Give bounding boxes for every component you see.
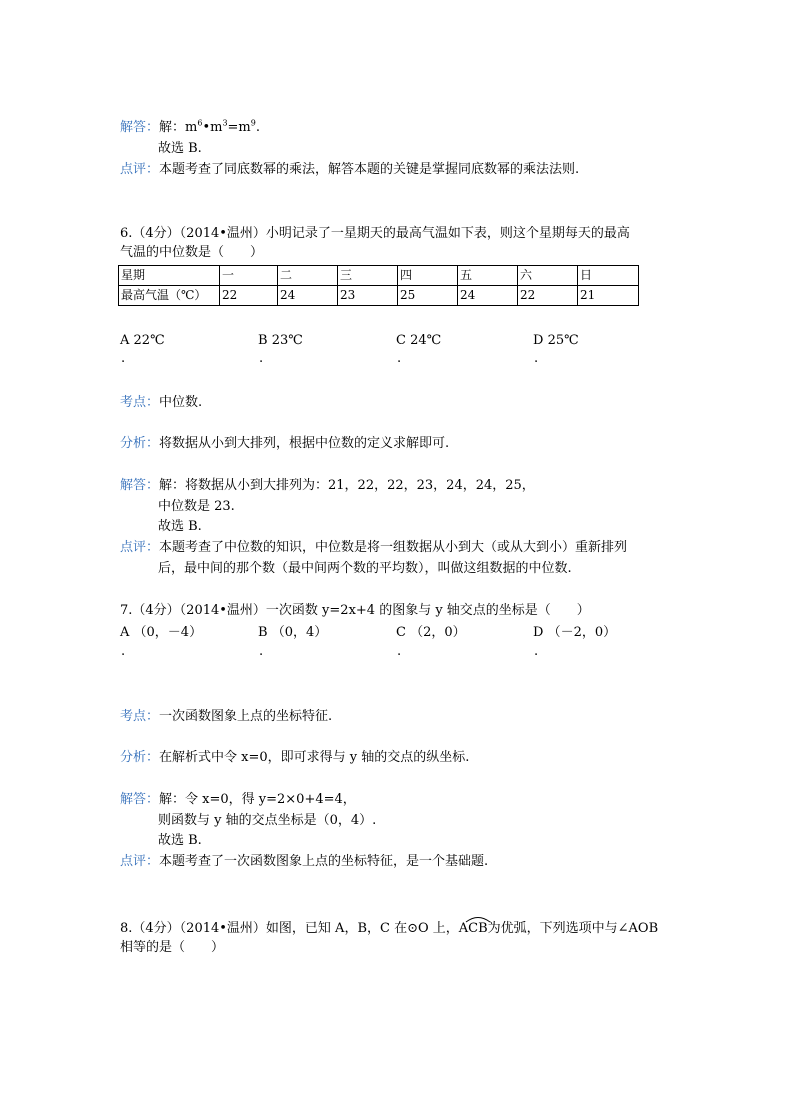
- option-b[interactable]: [258, 624, 327, 642]
- table-row: [119, 286, 639, 306]
- q8-stem-line2: 相等的是（ ）: [120, 940, 225, 955]
- table-cell: 25: [398, 286, 458, 306]
- q8-stem-line1: [120, 920, 658, 938]
- q6-comment: [120, 539, 627, 557]
- q5-comment: [120, 161, 579, 179]
- q7-stem: 7.（4分）（2014•温州）一次函数 y=2x+4 的图象与 y 轴交点的坐标是（ ）: [120, 603, 590, 618]
- option-text: 24℃: [410, 333, 442, 348]
- answer-line: 故选 B.: [158, 141, 202, 156]
- option-letter: C: [396, 625, 406, 640]
- q7-point: [120, 708, 332, 726]
- table-cell: 星期: [119, 266, 220, 286]
- comment-text: 本题考查了一次函数图象上点的坐标特征，是一个基础题.: [159, 854, 489, 869]
- q8-stem-pre: 8.（4分）（2014•温州）如图，已知 A，B，C 在⊙O 上，: [120, 921, 459, 936]
- table-cell: 六: [518, 266, 578, 286]
- option-text: 23℃: [271, 333, 303, 348]
- answer-text: 解：$m^6•m^3=m^9$.: [159, 118, 260, 135]
- q7-comment: [120, 853, 488, 871]
- option-letter: A: [120, 625, 130, 640]
- comment-label: 点评：: [120, 540, 160, 555]
- comment-label: 点评：: [120, 854, 160, 869]
- option-a[interactable]: [120, 624, 202, 642]
- table-cell: 三: [338, 266, 398, 286]
- comment-label: 点评：: [120, 162, 160, 177]
- option-dot: .: [121, 644, 126, 659]
- table-cell: 22: [518, 286, 578, 306]
- table-cell: 日: [578, 266, 639, 286]
- q7-analysis: [120, 749, 469, 767]
- option-letter: B: [258, 625, 268, 640]
- q8-stem-arc: ACB: [458, 921, 488, 936]
- q6-stem-line2: 气温的中位数是（ ）: [120, 245, 264, 260]
- point-text: 一次函数图象上点的坐标特征.: [159, 709, 333, 724]
- option-text: （2，0）: [410, 625, 466, 640]
- table-cell: 22: [220, 286, 278, 306]
- table-cell: 23: [338, 286, 398, 306]
- q7-answer: [120, 791, 356, 809]
- option-d[interactable]: [533, 332, 579, 350]
- option-dot: .: [397, 351, 402, 366]
- option-text: （0，4）: [271, 625, 328, 640]
- answer-label: 解答：: [120, 120, 160, 135]
- answer-line: 则函数与 y 轴的交点坐标是（0，4）.: [158, 813, 377, 828]
- option-letter: B: [258, 333, 268, 348]
- option-dot: .: [397, 644, 402, 659]
- analysis-text: 在解析式中令 x=0，即可求得与 y 轴的交点的纵坐标.: [159, 750, 470, 765]
- option-letter: A: [120, 333, 130, 348]
- q6-analysis: [120, 435, 449, 453]
- analysis-text: 将数据从小到大排列，根据中位数的定义求解即可.: [159, 436, 450, 451]
- comment-line: 后，最中间的那个数（最中间两个数的平均数），叫做这组数据的中位数.: [158, 561, 572, 576]
- answer-text: 解：将数据从小到大排列为：21，22，22，23，24，24，25，: [159, 478, 535, 493]
- answer-label: 解答：: [120, 792, 160, 807]
- q5-answer: [120, 119, 260, 137]
- option-text: （0，－4）: [133, 625, 203, 640]
- option-a[interactable]: [120, 332, 165, 350]
- point-label: 考点：: [120, 709, 160, 724]
- option-d[interactable]: [533, 624, 616, 642]
- option-text: （－2，0）: [547, 625, 617, 640]
- comment-text: 本题考查了同底数幂的乘法，解答本题的关键是掌握同底数幂的乘法法则.: [159, 162, 580, 177]
- q6-stem-line1: 6.（4分）（2014•温州）小明记录了一星期天的最高气温如下表，则这个星期每天的最高: [120, 226, 630, 241]
- table-header-row: [119, 266, 639, 286]
- temperature-table: [118, 265, 639, 306]
- point-text: 中位数.: [159, 395, 203, 410]
- table-cell: 24: [278, 286, 338, 306]
- answer-line: 故选 B.: [158, 833, 202, 848]
- option-letter: D: [533, 625, 544, 640]
- option-text: 22℃: [133, 333, 165, 348]
- option-dot: .: [534, 644, 539, 659]
- analysis-label: 分析：: [120, 436, 160, 451]
- option-dot: .: [534, 351, 539, 366]
- answer-line: 故选 B.: [158, 519, 202, 534]
- answer-text: 解：令 x=0，得 y=2×0+4=4，: [159, 792, 356, 807]
- table-cell: 最高气温（℃）: [119, 286, 220, 306]
- table-cell: 二: [278, 266, 338, 286]
- q6-answer: [120, 477, 535, 495]
- answer-label: 解答：: [120, 478, 160, 493]
- option-text: 25℃: [547, 333, 579, 348]
- point-label: 考点：: [120, 395, 160, 410]
- option-dot: .: [121, 351, 126, 366]
- q6-point: [120, 394, 202, 412]
- option-letter: C: [396, 333, 406, 348]
- answer-line: 中位数是 23.: [158, 499, 235, 514]
- option-dot: .: [259, 644, 264, 659]
- analysis-label: 分析：: [120, 750, 160, 765]
- table-cell: 24: [458, 286, 518, 306]
- option-b[interactable]: [258, 332, 303, 350]
- option-c[interactable]: [396, 332, 441, 350]
- table-cell: 一: [220, 266, 278, 286]
- option-c[interactable]: [396, 624, 466, 642]
- comment-text: 本题考查了中位数的知识，中位数是将一组数据从小到大（或从大到小）重新排列: [159, 540, 628, 555]
- table-cell: 四: [398, 266, 458, 286]
- option-dot: .: [259, 351, 264, 366]
- q8-stem-post: 为优弧，下列选项中与∠AOB: [487, 921, 659, 936]
- table-cell: 21: [578, 286, 639, 306]
- table-cell: 五: [458, 266, 518, 286]
- option-letter: D: [533, 333, 544, 348]
